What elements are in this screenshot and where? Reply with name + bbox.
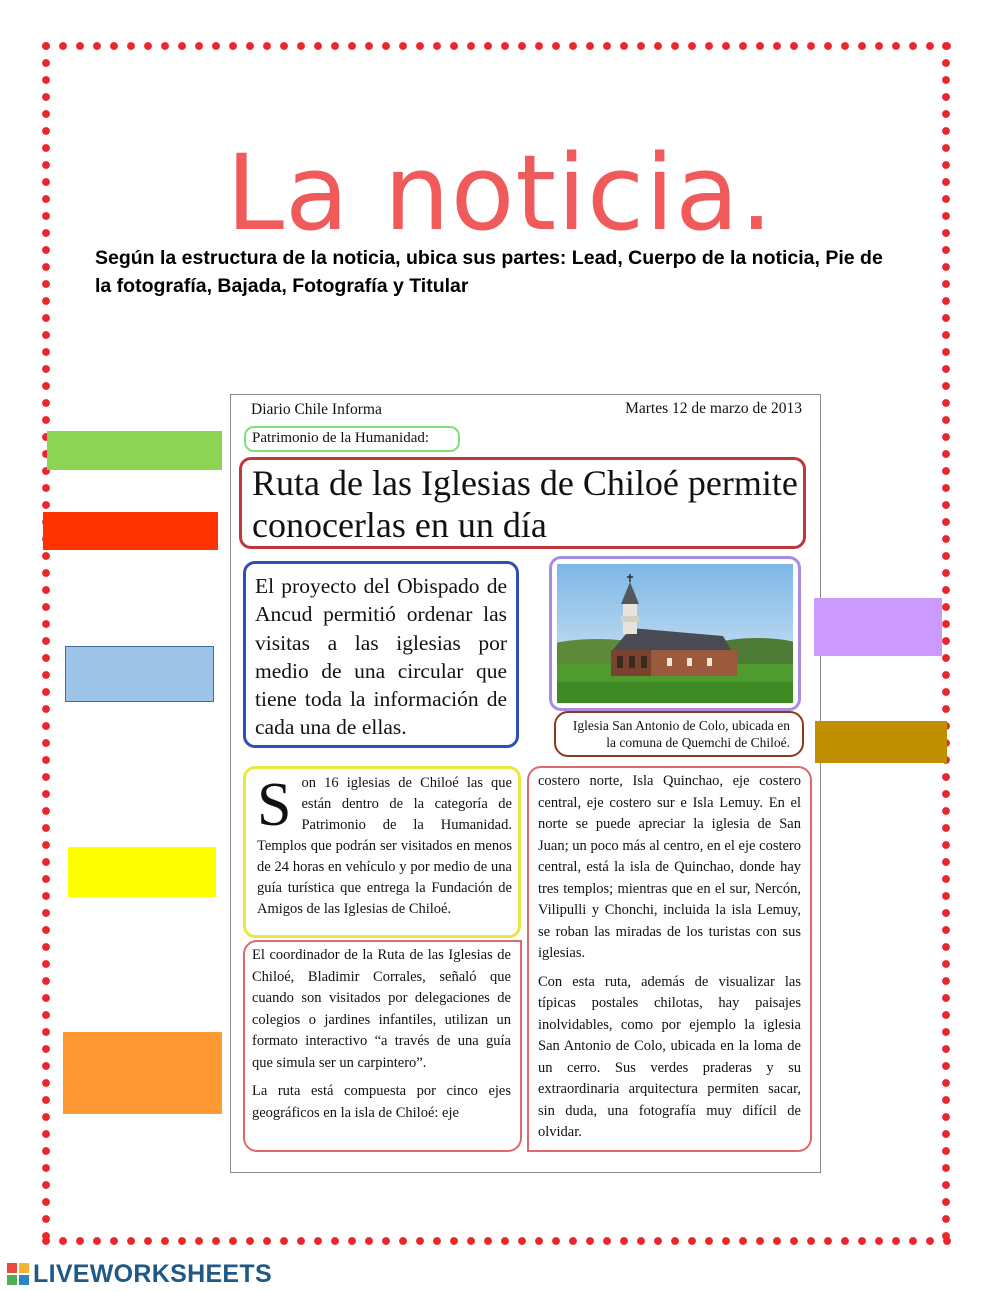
lead-text: on 16 iglesias de Chiloé las que están dentro de la categoría de Patrimonio de la Humanidad. Templos que podrán ser visitados en menos de 24 horas en vehículo y por medio de una guía turística que entrega la Fundación de Amigos de las Iglesias de Chiloé.: [257, 775, 512, 917]
answer-box-blue[interactable]: [65, 646, 214, 702]
liveworksheets-logo: [7, 1259, 272, 1289]
newspaper-date: Martes 12 de marzo de 2013: [625, 400, 802, 417]
body-paragraph: La ruta está compuesta por cinco ejes geográficos en la isla de Chiloé: eje: [252, 1083, 511, 1121]
church-photo: [557, 564, 793, 703]
drop-cap: S: [257, 771, 292, 839]
photograph: [549, 556, 801, 711]
bajada: El proyecto del Obispado de Ancud permitió ordenar las visitas a las iglesias por medio de una circular que tiene toda la información de cada una de ellas.: [243, 561, 519, 748]
answer-box-orange[interactable]: [63, 1032, 222, 1114]
body-column-right: [527, 766, 812, 1152]
section-tag: Patrimonio de la Humanidad:: [244, 426, 460, 452]
body-paragraph: El coordinador de la Ruta de las Iglesias de Chiloé, Bladimir Corrales, señaló que cuando son visitados por delegaciones de colegios o jardines infantiles, utilizan un formato interactivo “a través de una guía que simula ser un carpintero”.: [252, 947, 511, 1071]
newspaper-page: [230, 394, 821, 1173]
logo-icon: [7, 1263, 29, 1285]
answer-box-green[interactable]: [47, 431, 222, 470]
body-paragraph: costero norte, Isla Quinchao, eje costero central, eje costero sur e Isla Lemuy. En el norte se puede apreciar la iglesia de San Juan; un poco más al centro, en el eje costero central, está la isla de Quinchao, donde hay tres templos; mientras que en el sur, Nercón, Vilipulli y Chonchi, incluida la isla Lemuy, se roban las miradas de los turistas con sus iglesias.: [538, 773, 801, 961]
border-bottom: [40, 1235, 956, 1247]
newspaper-name: Diario Chile Informa: [251, 401, 382, 418]
lead: [243, 766, 521, 938]
answer-box-red[interactable]: [43, 512, 218, 550]
page-title: La noticia.: [226, 132, 774, 234]
answer-box-purple[interactable]: [814, 598, 942, 656]
body-column-left: [243, 940, 522, 1152]
border-top: [40, 40, 956, 52]
body-paragraph: Con esta ruta, además de visualizar las típicas postales chilotas, hay paisajes inolvidables, como por ejemplo la iglesia San Antonio de Colo, ubicada en la loma de un cerro. Sus verdes praderas y su extraordinaria arquitectura permiten sacar, sin duda, una fotografía muy difícil de olvidar.: [538, 973, 801, 1140]
photo-caption: Iglesia San Antonio de Colo, ubicada en la comuna de Quemchi de Chiloé.: [554, 711, 804, 757]
answer-box-brown[interactable]: [815, 721, 947, 763]
instructions: Según la estructura de la noticia, ubica sus partes: Lead, Cuerpo de la noticia, Pie de la fotografía, Bajada, Fotografía y Titular: [95, 247, 883, 297]
headline: Ruta de las Iglesias de Chiloé permite conocerlas en un día: [239, 457, 806, 549]
logo-text: LIVEWORKSHEETS: [33, 1259, 272, 1288]
answer-box-yellow[interactable]: [68, 847, 216, 897]
